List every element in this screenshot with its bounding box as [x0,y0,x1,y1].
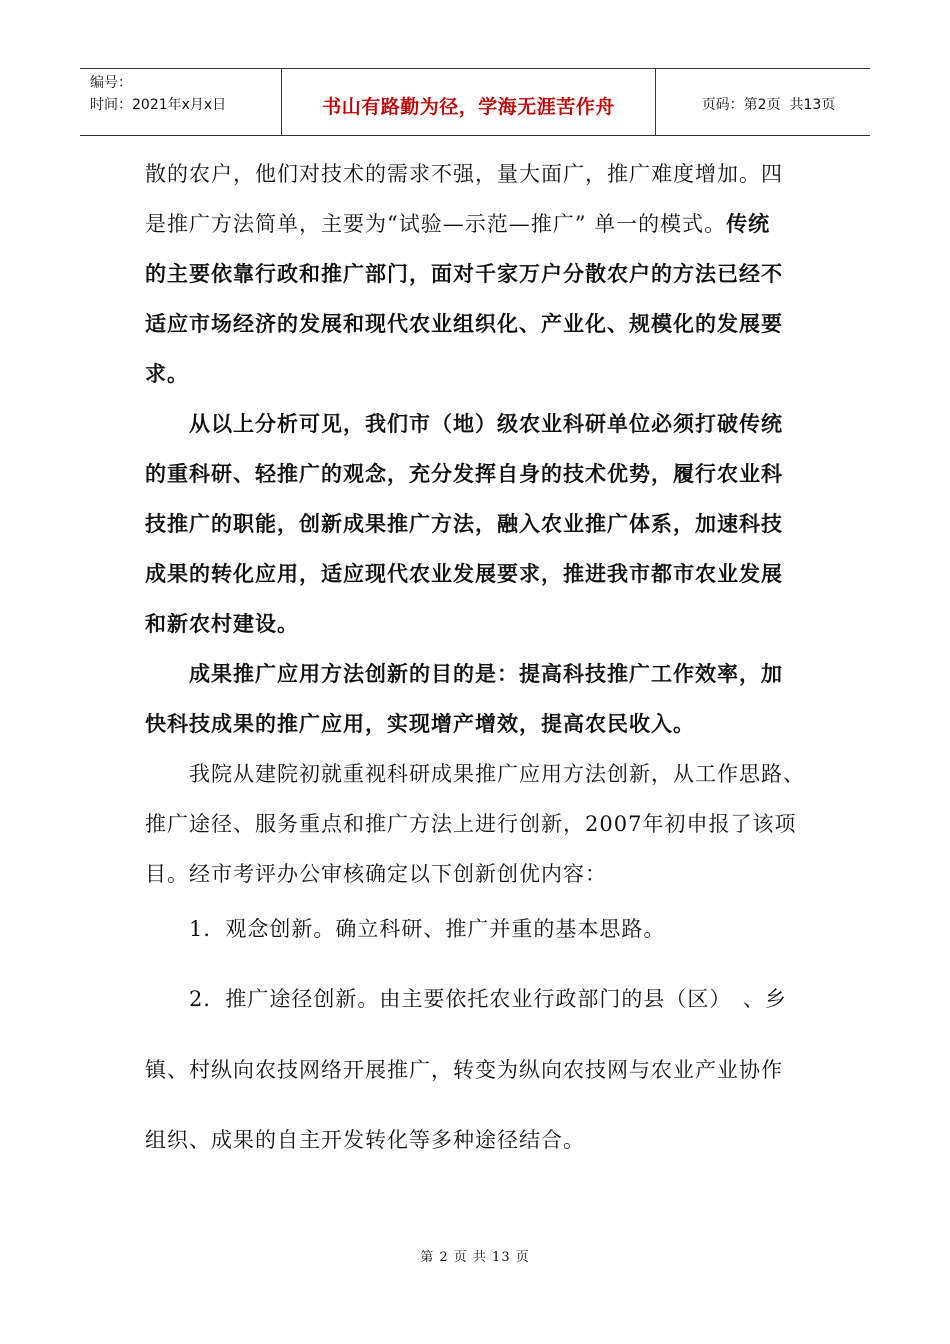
text-line [145,508,783,538]
bold-text-run: 求。 [145,361,189,386]
bold-text-run: 传统 [726,211,771,236]
text-run: 目。经市考评办公审核确定以下创新创优内容： [145,862,607,886]
motto: 书山有路勤为径，学海无涯苦作舟 [322,95,615,118]
text-run: 散的农户，他们对技术的需求不强，量大面广，推广难度增加。四 [145,162,783,186]
bold-text-run: 成果推广应用方法创新的目的是：提高科技推广工作效率，加 [145,661,783,686]
text-line [145,1054,783,1084]
text-line [145,1124,585,1154]
bold-text-run: 的主要依靠行政和推广部门，面对千家万户分散农户的方法已经不 [145,261,783,286]
text-line [145,758,805,788]
document-date: 时间：2021年x月x日 [90,97,227,113]
text-line [145,558,783,588]
text-run: 是推广方法简单，主要为“试验—示范—推广” 单一的模式。 [145,212,727,236]
document-header [80,68,870,136]
text-run: 镇、村纵向农技网络开展推广，转变为纵向农技网与农业产业协作 [145,1058,783,1082]
bold-text-run: 从以上分析可见，我们市（地）级农业科研单位必须打破传统 [145,411,783,436]
text-line [145,658,783,688]
text-line [145,408,783,438]
page-info: 页码：第2页 共13页 [701,97,836,113]
text-line [145,308,783,338]
text-line [145,358,189,388]
text-line [145,158,783,188]
text-run: 1．观念创新。确立科研、推广并重的基本思路。 [145,917,666,941]
bold-text-run: 和新农村建设。 [145,611,299,636]
text-run: 推广途径、服务重点和推广方法上进行创新，2007年初申报了该项 [145,812,797,836]
page-footer: 第 2 页 共 13 页 [420,1250,530,1265]
header-motto-cell [282,69,656,135]
bold-text-run: 的重科研、轻推广的观念，充分发挥自身的技术优势，履行农业科 [145,461,783,486]
text-line [145,608,299,638]
text-run: 组织、成果的自主开发转化等多种途径结合。 [145,1128,585,1152]
bold-text-run: 快科技成果的推广应用，实现增产增效，提高农民收入。 [145,711,695,736]
text-run: 我院从建院初就重视科研成果推广应用方法创新，从工作思路、 [145,762,805,786]
text-line [145,858,607,888]
bold-text-run: 适应市场经济的发展和现代农业组织化、产业化、规模化的发展要 [145,311,783,336]
header-page-cell [656,69,870,135]
text-run: 2．推广途径创新。由主要依托农业行政部门的县（区） 、乡 [145,987,787,1011]
header-meta [80,69,282,135]
text-line [145,708,695,738]
text-line [145,258,783,288]
text-line [145,983,787,1013]
text-line [145,208,770,238]
text-line [145,913,665,943]
document-number: 编号： [90,75,132,91]
bold-text-run: 技推广的职能，创新成果推广方法，融入农业推广体系，加速科技 [145,511,783,536]
text-line [145,808,796,838]
bold-text-run: 成果的转化应用，适应现代农业发展要求，推进我市都市农业发展 [145,561,783,586]
text-line [145,458,783,488]
